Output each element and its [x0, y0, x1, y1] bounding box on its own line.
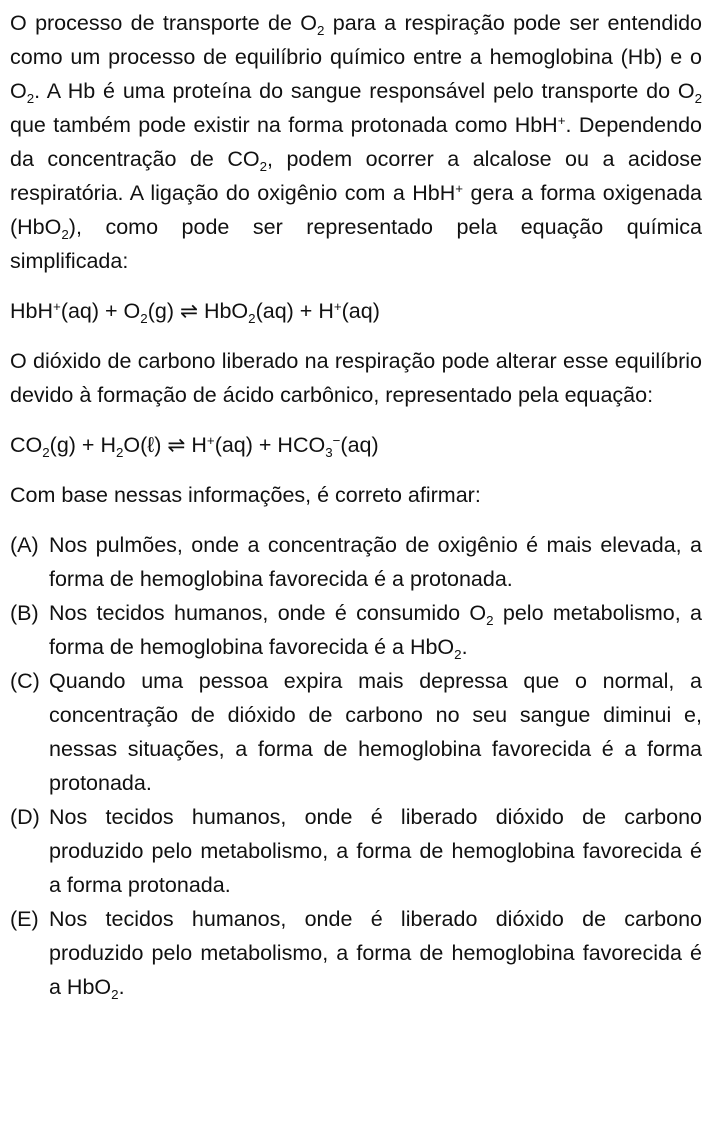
- superscript: +: [53, 298, 61, 314]
- subscript: 2: [454, 646, 462, 662]
- subscript: 2: [317, 22, 325, 38]
- text-segment: , podem ocorrer a alcalose ou a acidose respiratória. A ligação do oxigênio com a HbH: [10, 147, 702, 205]
- equation-term: O(ℓ) ⇌ H: [123, 433, 207, 457]
- equation-term: (aq) + HCO: [214, 433, 326, 457]
- option-text: Nos pulmões, onde a concentração de oxigênio é mais elevada, a forma de hemoglobina favorecida é a protonada.: [49, 533, 702, 591]
- text-segment: .: [118, 975, 125, 999]
- option-b[interactable]: [10, 596, 702, 664]
- subscript: 2: [486, 612, 494, 628]
- text-segment: Nos tecidos humanos, onde é consumido O: [49, 601, 487, 625]
- answer-options: [10, 528, 702, 1004]
- subscript: 2: [111, 986, 119, 1002]
- equation-carbonic-acid: [10, 428, 702, 462]
- text-segment: Nos tecidos humanos, onde é liberado dióxido de carbono produzido pelo metabolismo, a forma de hemoglobina favorecida é a HbO: [49, 907, 702, 999]
- equation-term: HbH: [10, 299, 54, 323]
- equation-term: (aq): [340, 433, 379, 457]
- co2-paragraph: O dióxido de carbono liberado na respiração pode alterar esse equilíbrio devido à formação de ácido carbônico, representado pela equação:: [10, 349, 702, 407]
- text-segment: ), como pode ser representado pela equação química simplificada:: [10, 215, 702, 273]
- superscript: +: [333, 298, 342, 314]
- text-segment: pelo metabolismo, a forma de hemoglobina favorecida é a HbO: [49, 601, 702, 659]
- equation-term: (g) ⇌ HbO: [147, 299, 249, 323]
- option-a[interactable]: [10, 528, 702, 596]
- subscript: 2: [115, 444, 124, 460]
- text-segment: gera a forma oxigenada (HbO: [10, 181, 702, 239]
- text-segment: . Dependendo da concentração de CO: [10, 113, 702, 171]
- option-c[interactable]: [10, 664, 702, 800]
- equation-term: (aq) + H: [255, 299, 334, 323]
- subscript: 2: [26, 90, 35, 106]
- equation-term: (g) + H: [49, 433, 116, 457]
- subscript: 2: [248, 310, 256, 326]
- text-segment: O processo de transporte de O: [10, 11, 318, 35]
- text-segment: .: [461, 635, 468, 659]
- subscript: 3: [325, 444, 333, 460]
- equation-term: (aq): [341, 299, 380, 323]
- subscript: 2: [140, 310, 148, 326]
- subscript: 2: [42, 444, 50, 460]
- text-segment: para a respiração pode ser entendido como um processo de equilíbrio químico entre a hemoglobina (Hb) e o O: [10, 11, 703, 103]
- option-text: [49, 596, 702, 664]
- option-letter: (B): [10, 601, 39, 625]
- equation-term: (aq) + O: [60, 299, 141, 323]
- option-letter: (E): [10, 907, 39, 931]
- subscript: 2: [694, 90, 702, 106]
- option-letter: (C): [10, 669, 40, 693]
- option-e[interactable]: [10, 902, 702, 1004]
- option-letter: (A): [10, 533, 39, 557]
- superscript: +: [557, 112, 566, 128]
- question-document: [10, 6, 702, 1004]
- question-prompt: Com base nessas informações, é correto afirmar:: [10, 483, 481, 507]
- option-text: [49, 902, 702, 1004]
- intro-paragraph: [10, 6, 702, 278]
- superscript: +: [455, 180, 464, 196]
- superscript: −: [332, 432, 341, 448]
- superscript: +: [206, 432, 215, 448]
- text-segment: que também pode existir na forma protonada como HbH: [10, 113, 558, 137]
- option-text: Nos tecidos humanos, onde é liberado dióxido de carbono produzido pelo metabolismo, a forma de hemoglobina favorecida é a forma protonada.: [49, 805, 702, 897]
- equation-hemoglobin: [10, 294, 702, 328]
- subscript: 2: [61, 226, 69, 242]
- subscript: 2: [259, 158, 268, 174]
- option-text: Quando uma pessoa expira mais depressa que o normal, a concentração de dióxido de carbono no seu sangue diminui e, nessas situações, a forma de hemoglobina favorecida é a forma protonada.: [49, 669, 702, 795]
- text-segment: . A Hb é uma proteína do sangue responsável pelo transporte do O: [34, 79, 695, 103]
- option-letter: (D): [10, 805, 40, 829]
- equation-term: CO: [10, 433, 43, 457]
- option-d[interactable]: [10, 800, 702, 902]
